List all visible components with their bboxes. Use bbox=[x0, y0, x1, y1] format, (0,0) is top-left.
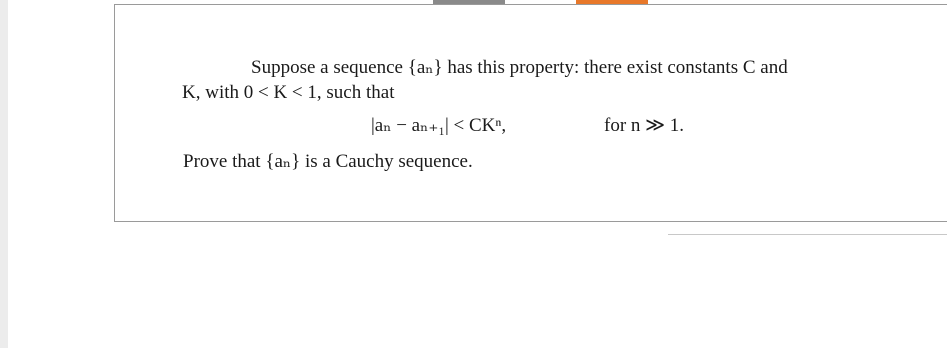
divider-line bbox=[668, 234, 947, 235]
problem-line-2: K, with 0 < K < 1, such that bbox=[182, 82, 395, 103]
problem-card bbox=[114, 4, 947, 222]
inequality-condition: for n ≫ 1. bbox=[604, 115, 685, 136]
problem-task: Prove that {aₙ} is a Cauchy sequence. bbox=[183, 151, 473, 172]
problem-line-1: Suppose a sequence {aₙ} has this property: there exist constants C and bbox=[251, 57, 788, 78]
left-edge-strip bbox=[0, 0, 8, 348]
inequality-equation: |aₙ − aₙ₊₁| < CKⁿ, bbox=[371, 115, 507, 136]
